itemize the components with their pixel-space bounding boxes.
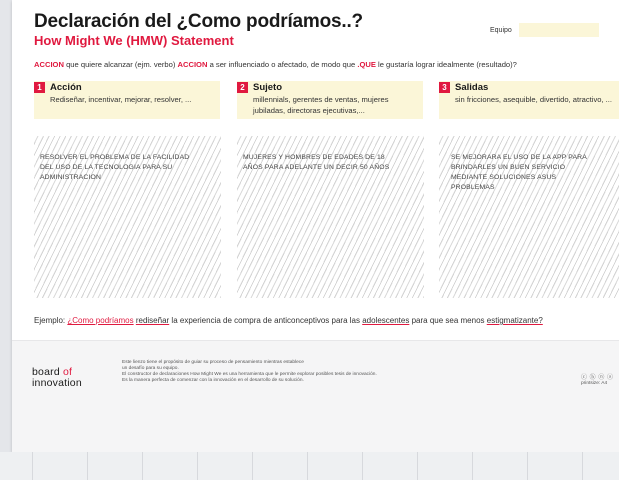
instruction-part-1: que quiere alcanzar (ejm. verbo) [63,60,178,69]
column-heading-sujeto: Sujeto [253,82,283,93]
grid-line [142,452,143,480]
creative-commons-icon: ⓒ ⓑ ⓝ ⓐ [581,375,614,381]
column-description-sujeto: millennials, gerentes de ventas, mujeres jubiladas, directoras ejecutivas,... [253,95,389,115]
column-number-2: 2 [237,82,248,93]
column-header-sujeto [237,81,423,119]
footer-note-line-1: Este lienzo tiene el propósito de guiar su proceso de pensamiento mientras establece [122,360,304,365]
logo-innovation: innovation [32,377,82,389]
grid-line [252,452,253,480]
grid-line [87,452,88,480]
column-heading-accion: Acción [50,82,82,93]
footer-note-line-3: El constructor de declaraciones How Might We es una herramienta que le permite explorar posibles tesis de innovación. [122,372,377,377]
footer-note [122,360,442,384]
grid-line [362,452,363,480]
column-header-salidas [439,81,619,119]
instruction-accion-1: ACCION [34,60,64,69]
canvas-background [0,452,619,480]
grid-line [307,452,308,480]
sticky-note-salidas[interactable]: SE MEJORARA EL USO DE LA APP PARA BRINDARLES UN BUEN SERVICIO MEDIANTE SOLUCIONES ASUS PROBLEMAS [451,154,587,191]
sticky-note-accion[interactable]: RESOLVER EL PROBLEMA DE LA FACILIDAD DEL USO DE LA TECNOLOGIA PARA SU ADMINISTRACION [40,154,190,181]
footer-band [12,340,619,452]
note-area-accion[interactable] [34,136,221,298]
page-title: Declaración del ¿Como podríamos..? [34,11,363,32]
grid-line [582,452,583,480]
team-label: Equipo [490,27,512,34]
grid-line [197,452,198,480]
column-description-salidas: sin fricciones, asequible, divertido, atractivo, ... [455,95,613,104]
print-size-label: printsize: A4 [581,381,608,386]
column-number-3: 3 [439,82,450,93]
footer-note-line-2: un desafío para su equipo. [122,366,179,371]
column-header-accion [34,81,220,119]
example-subject: adolescentes [362,316,410,325]
example-middle: la experiencia de compra de anticonceptivos para las [169,316,363,325]
grid-line [472,452,473,480]
grid-line [417,452,418,480]
example-hmw: ¿Como podríamos [67,316,134,325]
logo-board: board [32,366,63,378]
canvas-sheet [12,0,619,452]
instruction-que: .QUE [357,60,376,69]
column-description-accion: Rediseñar, incentivar, mejorar, resolver, ... [50,95,192,104]
board-of-innovation-logo [32,367,82,389]
column-heading-salidas: Salidas [455,82,489,93]
instruction-part-3: le gustaría lograr idealmente (resultado)? [375,60,517,69]
column-number-1: 1 [34,82,45,93]
example-statement [34,316,543,325]
note-area-sujeto[interactable] [237,136,424,298]
instruction-accion-2: ACCION [177,60,208,69]
instruction-text [34,60,517,69]
instruction-part-2: a ser influenciado o afectado, de modo que [207,60,358,69]
example-middle-2: para que sea menos [409,316,487,325]
grid-line [527,452,528,480]
note-area-salidas[interactable] [439,136,619,298]
page-subtitle: How Might We (HMW) Statement [34,33,234,48]
example-verb: rediseñar [135,316,170,325]
logo-of: of [62,366,73,378]
team-input[interactable] [519,23,599,37]
grid-line [32,452,33,480]
example-outcome: estigmatizante? [486,316,543,325]
footer-note-line-4: Es la manera perfecta de comenzar con la innovación en el desarrollo de su solución. [122,378,304,383]
sticky-note-sujeto[interactable]: MUJERES Y HOMBRES DE EDADES DE 18 AÑOS PARA ADELANTE UN DECIR 50 AÑOS [243,154,390,171]
example-prefix: Ejemplo: [34,316,68,325]
